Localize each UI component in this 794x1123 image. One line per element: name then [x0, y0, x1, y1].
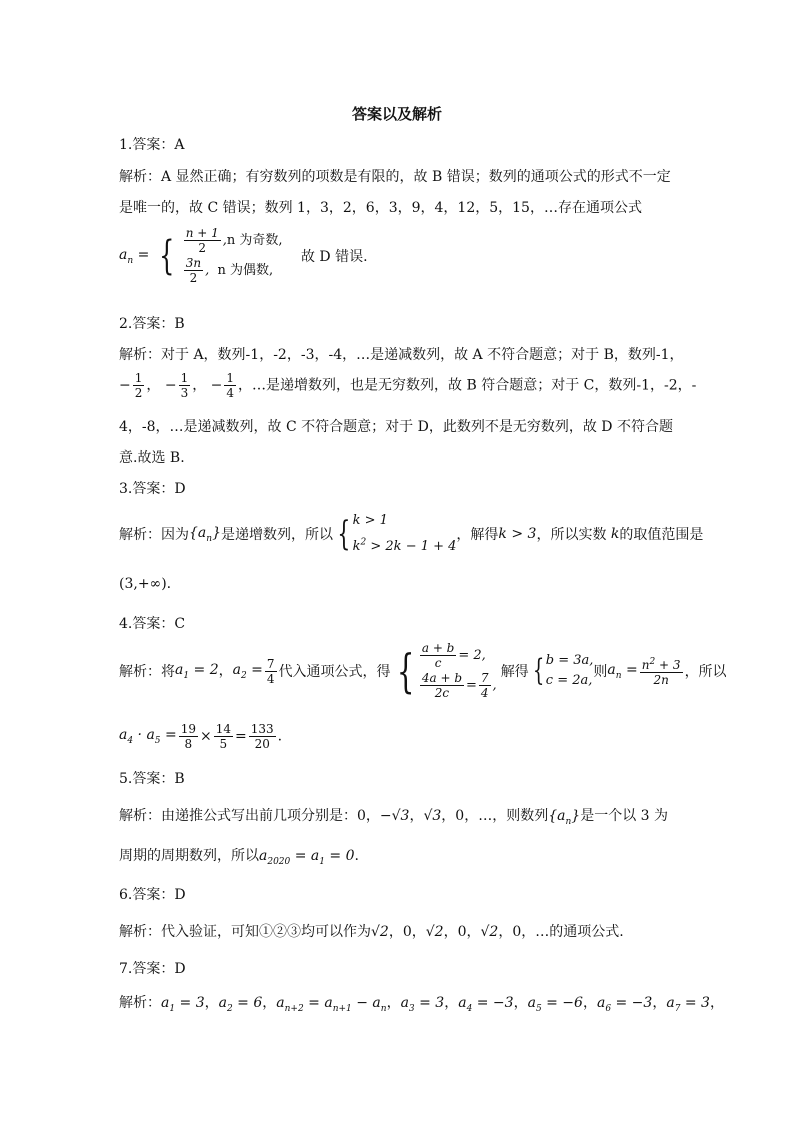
page-title: 答案以及解析 [351, 105, 442, 123]
explanation-1-formula: $a_n$ = { $\frac{n + 1}{2}$ ,n 为奇数, $\frac{3n}{2}$ , n 为偶数, 故 D 错误. [119, 226, 368, 285]
explanation-4-line-2: $a_4 \cdot a_5$ = $\frac{19}{8}$ × $\frac{14}{5}$ = $\frac{133}{20}$ . [119, 722, 283, 751]
answer-3: 3.答案：D [119, 481, 186, 497]
explanation-5-line-1: 解析：由递推公式写出前几项分别是：0，−√3，√3，0，…，则数列$\{a_n\}$是一个以 3 为 [119, 808, 669, 827]
answer-7: 7.答案：D [119, 961, 186, 977]
explanation-3-line-2: (3,+∞). [119, 576, 172, 592]
explanation-2-line-3: 4，-8，…是递减数列，故 C 不符合题意；对于 D，此数列不是无穷数列，故 D 不符合题 [119, 419, 673, 435]
explanation-5-line-2: 周期的周期数列，所以$a_{2020} = a_1 = 0$. [119, 848, 359, 867]
explanation-6-line-1: 解析：代入验证，可知①②③均可以作为√2，0，√2，0，√2，0，…的通项公式. [119, 924, 624, 940]
answer-2: 2.答案：B [119, 316, 185, 332]
explanation-1-line-1: 解析：A 显然正确；有穷数列的项数是有限的，故 B 错误；数列的通项公式的形式不一定 [119, 169, 671, 185]
answer-6: 6.答案：D [119, 887, 186, 903]
explanation-4-line-1: 解析：将$a_1 = 2$，$a_2$ = $\frac{7}{4}$ 代入通项公式，得 { $\frac{a + b}{c}$ = 2, $\frac{4a + b}{2c}$ = $\frac{7}{4}$ ,解得 { b = 3a, c = 2a,则$a_n$ = $\frac{n^2 + 3}{2n}$ ，所以 [119, 641, 727, 700]
explanation-1-line-2: 是唯一的，故 C 错误；数列 1，3，2，6，3，9，4，12，5，15，…存在通项公式 [119, 200, 642, 216]
answer-4: 4.答案：C [119, 616, 186, 632]
explanation-7-line-1: 解析：$a_1 = 3$，$a_2 = 6$，$a_{n+2} = a_{n+1} - a_n$，$a_3 = 3$，$a_4 = -3$，$a_5 = -6$，$a_6 = -3$，$a_7 = 3$， [119, 995, 724, 1014]
explanation-2-line-4: 意.故选 B. [119, 450, 185, 466]
explanation-3-line-1: 解析：因为$\{a_n\}$是递增数列，所以 { k > 1 $k^2 > 2k - 1 + 4$，解得k > 3，所以实数 k的取值范围是 [119, 513, 704, 555]
answer-5: 5.答案：B [119, 771, 185, 787]
explanation-2-line-2: − $\frac{1}{2}$ ， − $\frac{1}{3}$ ， − $\frac{1}{4}$ ，…是递增数列，也是无穷数列，故 B 符合题意；对于 C，数列-1，-2，- [119, 371, 697, 400]
answer-1: 1.答案：A [119, 137, 185, 153]
explanation-2-line-1: 解析：对于 A，数列-1，-2，-3，-4，…是递减数列，故 A 不符合题意；对于 B，数列-1， [119, 347, 684, 363]
